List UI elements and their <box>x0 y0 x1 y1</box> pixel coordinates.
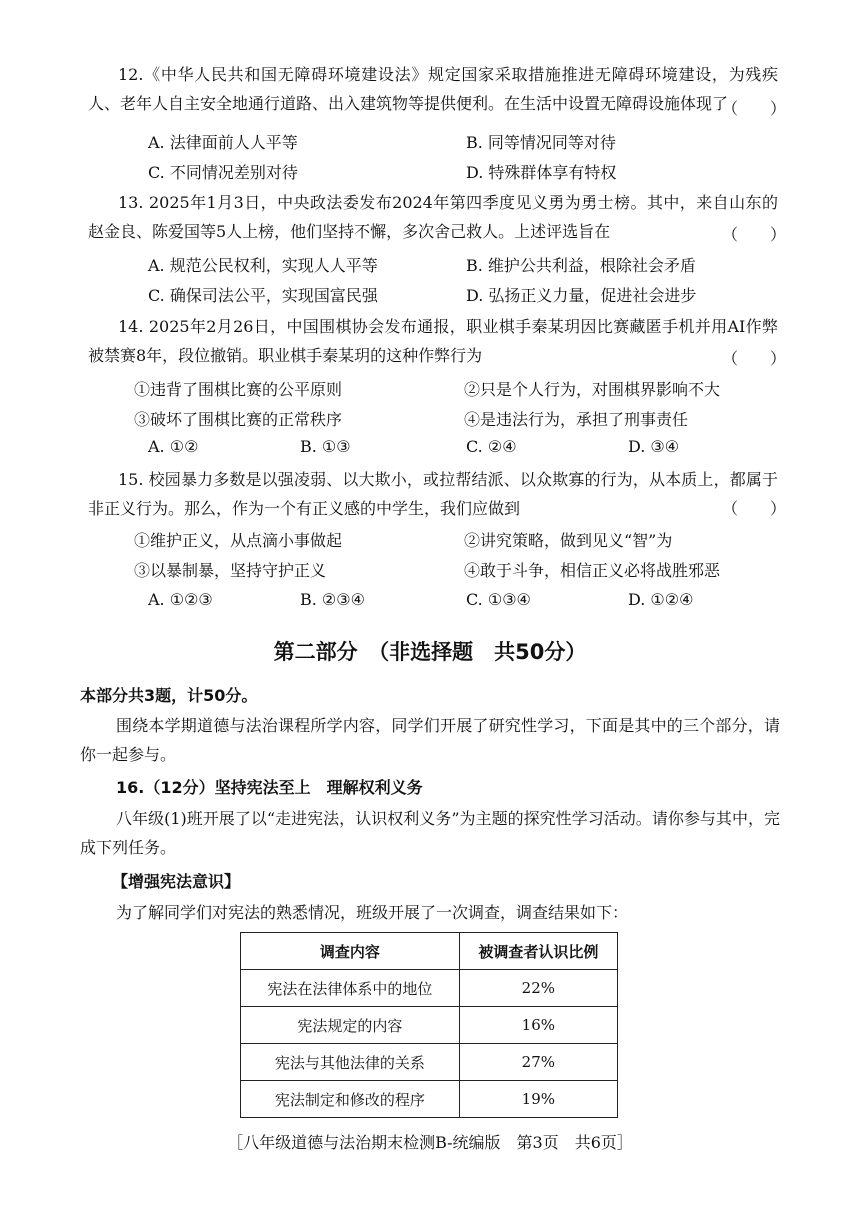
statement-14-3: ③破坏了围棋比赛的正常秩序 <box>134 410 343 429</box>
table-cell: 22% <box>459 970 617 1007</box>
option-13-b: B. 维护公共利益，根除社会矛盾 <box>466 256 696 275</box>
question-14-text: 14. 2025年2月26日，中国围棋协会发布通报，职业棋手秦某玥因比赛藏匿手机并用AI作弊被禁赛8年，段位撤销。职业棋手秦某玥的这种作弊行为 <box>88 317 778 365</box>
survey-table <box>240 932 618 1118</box>
question-15-text: 15. 校园暴力多数是以强凌弱、以大欺小，或拉帮结派、以众欺寡的行为，从本质上，都属于非正义行为。那么，作为一个有正义感的中学生，我们应做到 <box>88 470 778 518</box>
table-cell: 19% <box>459 1081 617 1118</box>
table-header-cell: 调查内容 <box>241 933 460 970</box>
option-14-c: C. ②④ <box>466 437 517 456</box>
table-row <box>241 1007 618 1044</box>
statement-15-4: ④敢于斗争，相信正义必将战胜邪恶 <box>464 561 721 580</box>
answer-bracket-12: （ ） <box>722 99 787 118</box>
option-15-a: A. ①②③ <box>148 590 213 609</box>
table-row <box>241 1044 618 1081</box>
option-14-d: D. ③④ <box>628 437 680 456</box>
statement-15-2: ②讲究策略，做到见义“智”为 <box>464 531 673 550</box>
option-14-b: B. ①③ <box>300 437 351 456</box>
option-12-c: C. 不同情况差别对待 <box>148 163 298 182</box>
table-header-row <box>241 933 618 970</box>
answer-bracket-14: （ ） <box>722 349 787 368</box>
table-cell: 宪法规定的内容 <box>241 1007 460 1044</box>
answer-bracket-13: （ ） <box>722 225 787 244</box>
option-15-c: C. ①③④ <box>466 590 531 609</box>
table-cell: 27% <box>459 1044 617 1081</box>
table-cell: 宪法在法律体系中的地位 <box>241 970 460 1007</box>
table-cell: 宪法与其他法律的关系 <box>241 1044 460 1081</box>
table-cell: 16% <box>459 1007 617 1044</box>
statement-14-2: ②只是个人行为，对围棋界影响不大 <box>464 380 721 399</box>
question-12-text: 12.《中华人民共和国无障碍环境建设法》规定国家采取措施推进无障碍环境建设，为残疾人、老年人自主安全地通行道路、出入建筑物等提供便利。在生活中设置无障碍设施体现了 <box>88 65 778 113</box>
question-16-intro: 八年级(1)班开展了以“走进宪法，认识权利义务”为主题的探究性学习活动。请你参与其中，完成下列任务。 <box>80 809 780 857</box>
option-15-d: D. ①②④ <box>628 590 694 609</box>
part-two-intro: 围绕本学期道德与法治课程所学内容，同学们开展了研究性学习，下面是其中的三个部分，请你一起参与。 <box>80 716 780 764</box>
option-12-d: D. 特殊群体享有特权 <box>466 163 617 182</box>
option-12-a: A. 法律面前人人平等 <box>148 133 298 152</box>
statement-14-1: ①违背了围棋比赛的公平原则 <box>134 380 343 399</box>
option-15-b: B. ②③④ <box>300 590 365 609</box>
statement-15-3: ③以暴制暴，坚持守护正义 <box>134 561 327 580</box>
statement-14-4: ④是违法行为，承担了刑事责任 <box>464 410 689 429</box>
table-header-cell: 被调查者认识比例 <box>459 933 617 970</box>
option-12-b: B. 同等情况同等对待 <box>466 133 616 152</box>
answer-bracket-15: （ ） <box>722 499 787 518</box>
option-13-a: A. 规范公民权利，实现人人平等 <box>148 256 378 275</box>
task-title: 【增强宪法意识】 <box>112 872 241 891</box>
option-13-d: D. 弘扬正义力量，促进社会进步 <box>466 286 697 305</box>
option-13-c: C. 确保司法公平，实现国富民强 <box>148 286 378 305</box>
part-two-title: 第二部分 （非选择题 共50分） <box>273 640 587 664</box>
table-row <box>241 970 618 1007</box>
table-cell: 宪法制定和修改的程序 <box>241 1081 460 1118</box>
statement-15-1: ①维护正义，从点滴小事做起 <box>134 531 343 550</box>
question-16-heading: 16.（12分）坚持宪法至上 理解权利义务 <box>116 778 423 797</box>
task-text: 为了解同学们对宪法的熟悉情况，班级开展了一次调查，调查结果如下： <box>116 903 629 922</box>
table-row <box>241 1081 618 1118</box>
part-two-summary: 本部分共3题，计50分。 <box>80 686 258 705</box>
page-footer: ［八年级道德与法治期末检测B-统编版 第3页 共6页］ <box>227 1133 633 1152</box>
option-14-a: A. ①② <box>148 437 199 456</box>
question-13-text: 13. 2025年1月3日，中央政法委发布2024年第四季度见义勇为勇士榜。其中，来自山东的赵金良、陈爱国等5人上榜，他们坚持不懈，多次舍己救人。上述评选旨在 <box>88 193 778 241</box>
